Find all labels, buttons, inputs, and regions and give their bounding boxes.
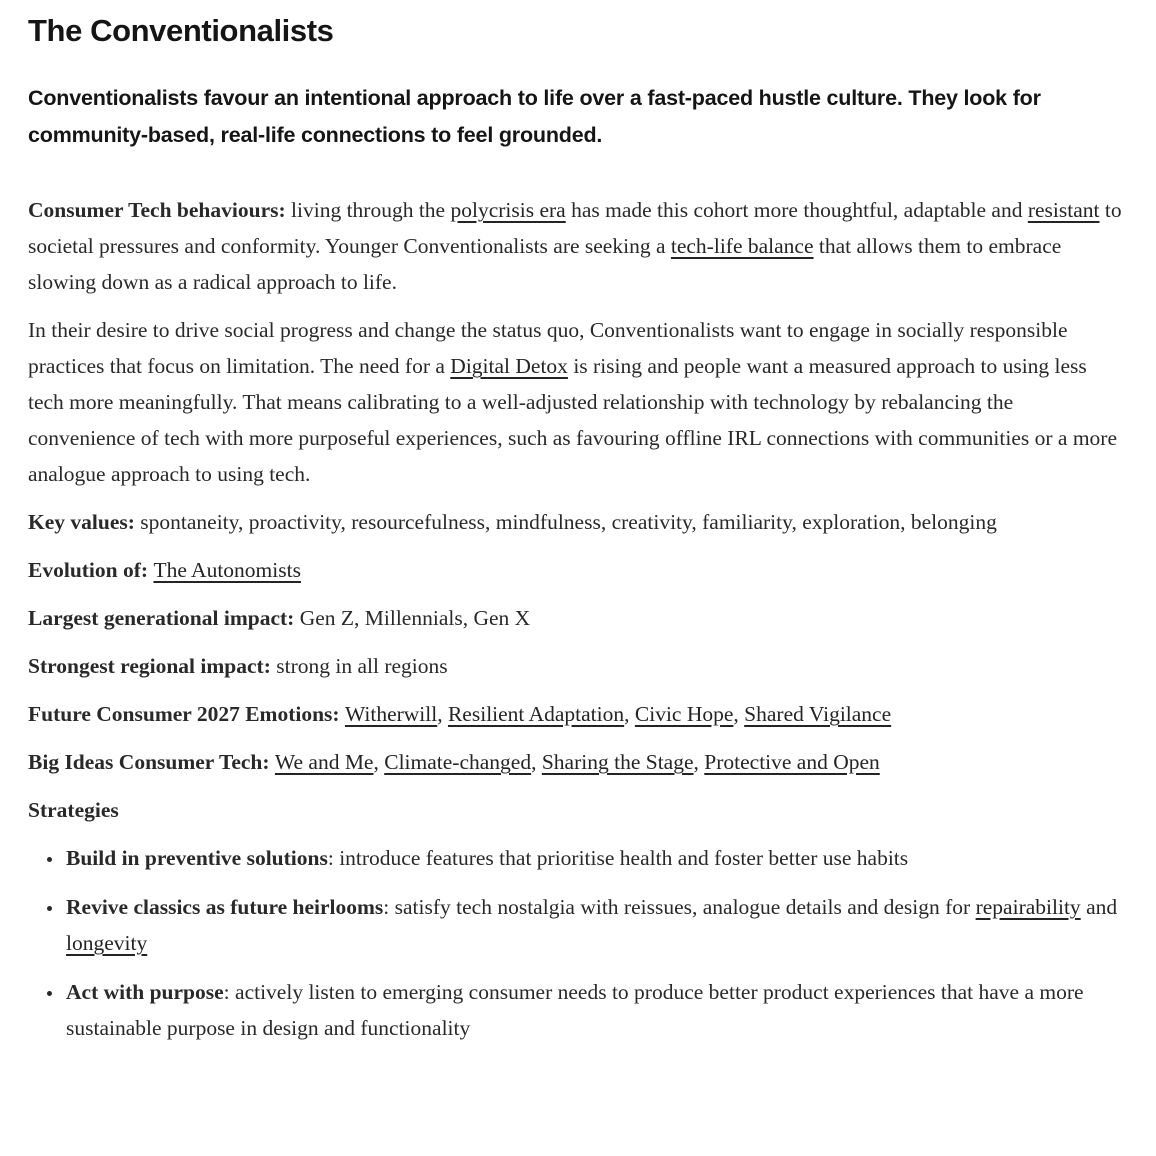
bold-label: Build in preventive solutions	[66, 846, 328, 870]
bold-label: Act with purpose	[66, 980, 224, 1004]
text-run: : satisfy tech nostalgia with reissues, analogue details and design for	[383, 895, 976, 919]
article-body	[28, 192, 1124, 828]
link-witherwill[interactable]: Witherwill	[344, 702, 438, 726]
link-shared-vigilance[interactable]: Shared Vigilance	[744, 702, 892, 726]
link-climate-changed[interactable]: Climate-changed	[384, 750, 532, 774]
text-run: ,	[437, 702, 448, 726]
text-run: ,	[624, 702, 635, 726]
bullet-build-in-preventive-solutions	[64, 840, 1124, 876]
text-run: : actively listen to emerging consumer needs to produce better product experiences that have a more sustainable purpose in design and functionality	[66, 980, 1084, 1040]
text-run: and	[1080, 895, 1118, 919]
link-resistant[interactable]: resistant	[1027, 198, 1100, 222]
bold-label: Future Consumer 2027 Emotions:	[28, 702, 345, 726]
bold-label: Largest generational impact:	[28, 606, 300, 630]
link-repairability[interactable]: repairability	[975, 895, 1081, 919]
bullet-revive-classics-as-future-heirlooms	[64, 889, 1124, 961]
social-progress	[28, 312, 1124, 492]
text-run: strong in all regions	[276, 654, 448, 678]
bold-label: Strategies	[28, 798, 119, 822]
text-run: that allows them to embrace slowing down as a radical approach to life.	[28, 234, 1062, 294]
text-run: : introduce features that prioritise health and foster better use habits	[327, 846, 909, 870]
page-title: The Conventionalists	[28, 13, 334, 48]
bold-label: Evolution of:	[28, 558, 154, 582]
text-run: ,	[733, 702, 745, 726]
text-run: to societal pressures and conformity. Younger Conventionalists are seeking a	[28, 198, 1122, 258]
link-civic-hope[interactable]: Civic Hope	[634, 702, 734, 726]
bold-label: Consumer Tech behaviours:	[28, 198, 292, 222]
text-run: ,	[693, 750, 705, 774]
text-run: spontaneity, proactivity, resourcefulness, mindfulness, creativity, familiarity, exploration, belonging	[140, 510, 997, 534]
strategies-heading	[28, 792, 1124, 828]
consumer-tech-behaviours	[28, 192, 1124, 300]
bold-label: Big Ideas Consumer Tech:	[28, 750, 275, 774]
bold-label: Strongest regional impact:	[28, 654, 277, 678]
link-tech-life-balance[interactable]: tech-life balance	[670, 234, 814, 258]
largest-generational-impact	[28, 600, 1124, 636]
intro-text: Conventionalists favour an intentional approach to life over a fast-paced hustle culture. They look for community-based, real-life connections to feel grounded.	[28, 86, 1041, 147]
strongest-regional-impact	[28, 648, 1124, 684]
bold-label: Revive classics as future heirlooms	[66, 895, 384, 919]
future-consumer-2027-emotions	[28, 696, 1124, 732]
text-run: Gen Z, Millennials, Gen X	[299, 606, 531, 630]
text-run: living through the	[291, 198, 451, 222]
text-run: ,	[531, 750, 542, 774]
link-protective-and-open[interactable]: Protective and Open	[704, 750, 880, 774]
link-digital-detox[interactable]: Digital Detox	[450, 354, 568, 378]
link-we-and-me[interactable]: We and Me	[274, 750, 374, 774]
text-run: has made this cohort more thoughtful, adaptable and	[565, 198, 1028, 222]
bold-label: Key values:	[28, 510, 141, 534]
link-sharing-the-stage[interactable]: Sharing the Stage	[541, 750, 694, 774]
link-longevity[interactable]: longevity	[66, 931, 148, 955]
text-run: ,	[373, 750, 385, 774]
text-run: is rising and people want a measured approach to using less tech more meaningfully. That means calibrating to a well-adjusted relationship with technology by rebalancing the convenience of tech with more purposeful experiences, such as favouring offline IRL connections with communities or a more analogue approach to using tech.	[28, 354, 1117, 486]
strategies-list	[28, 840, 1124, 1046]
evolution-of	[28, 552, 1124, 588]
link-polycrisis-era[interactable]: polycrisis era	[450, 198, 566, 222]
link-resilient-adaptation[interactable]: Resilient Adaptation	[447, 702, 625, 726]
big-ideas-consumer-tech	[28, 744, 1124, 780]
key-values	[28, 504, 1124, 540]
text-run: In their desire to drive social progress and change the status quo, Conventionalists want to engage in socially responsible practices that focus on limitation. The need for a	[28, 318, 1068, 378]
link-the-autonomists[interactable]: The Autonomists	[153, 558, 301, 582]
bullet-act-with-purpose	[64, 974, 1124, 1046]
